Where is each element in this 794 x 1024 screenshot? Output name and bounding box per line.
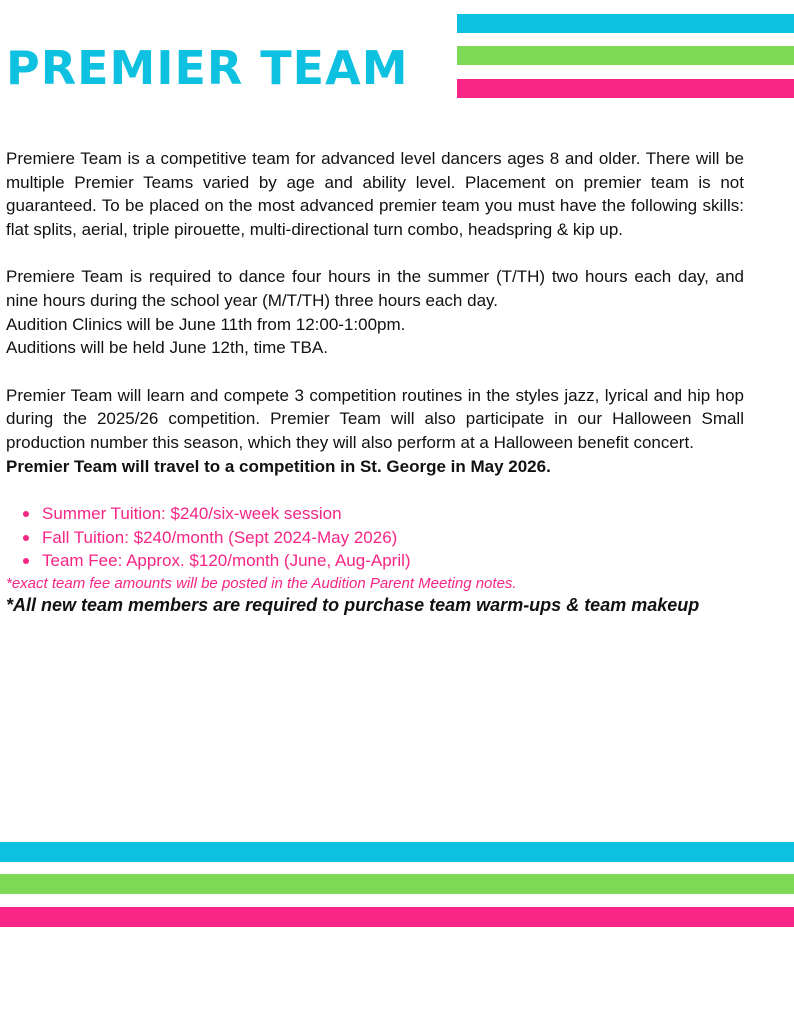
fee-note: *exact team fee amounts will be posted in the Audition Parent Meeting notes. (6, 574, 517, 592)
list-item: Team Fee: Approx. $120/month (June, Aug-April) (6, 549, 744, 573)
clinics-line: Audition Clinics will be June 11th from 12:00-1:00pm. (6, 314, 406, 334)
top-cyan-stripe (457, 14, 794, 33)
content (6, 147, 744, 617)
page-title: PREMIER TEAM (6, 41, 409, 95)
bullet-icon (23, 511, 29, 517)
list-item: Fall Tuition: $240/month (Sept 2024-May 2026) (6, 526, 744, 550)
tuition-list (6, 502, 744, 573)
bottom-cyan-stripe (0, 842, 794, 862)
routines-paragraph: Premier Team will learn and compete 3 competition routines in the styles jazz, lyrical and hip hop during the 2025/26 competition. Premier Team will also participate in our Halloween Small production number this season, which they will also perform at a Halloween benefit concert. (6, 385, 744, 452)
schedule-paragraph: Premiere Team is required to dance four hours in the summer (T/TH) two hours each day, and nine hours during the school year (M/T/TH) three hours each day. (6, 267, 744, 310)
bullet-icon (23, 558, 29, 564)
bullet-icon (23, 535, 29, 541)
bottom-pink-stripe (0, 907, 794, 927)
list-item: Summer Tuition: $240/six-week session (6, 502, 744, 526)
travel-line: Premier Team will travel to a competition in St. George in May 2026. (6, 456, 551, 476)
top-pink-stripe (457, 79, 794, 98)
intro-paragraph: Premiere Team is a competitive team for advanced level dancers ages 8 and older. There will be multiple Premier Teams varied by age and ability level. Placement on premier team is not guaranteed. To be placed on the most advanced premier team you must have the following skills: flat splits, aerial, triple pirouette, multi-directional turn combo, headspring & kip up. (6, 149, 744, 239)
top-green-stripe (457, 46, 794, 65)
requirement-note: *All new team members are required to purchase team warm-ups & team makeup (6, 594, 700, 615)
auditions-line: Auditions will be held June 12th, time TBA. (6, 338, 328, 358)
bottom-green-stripe (0, 874, 794, 894)
